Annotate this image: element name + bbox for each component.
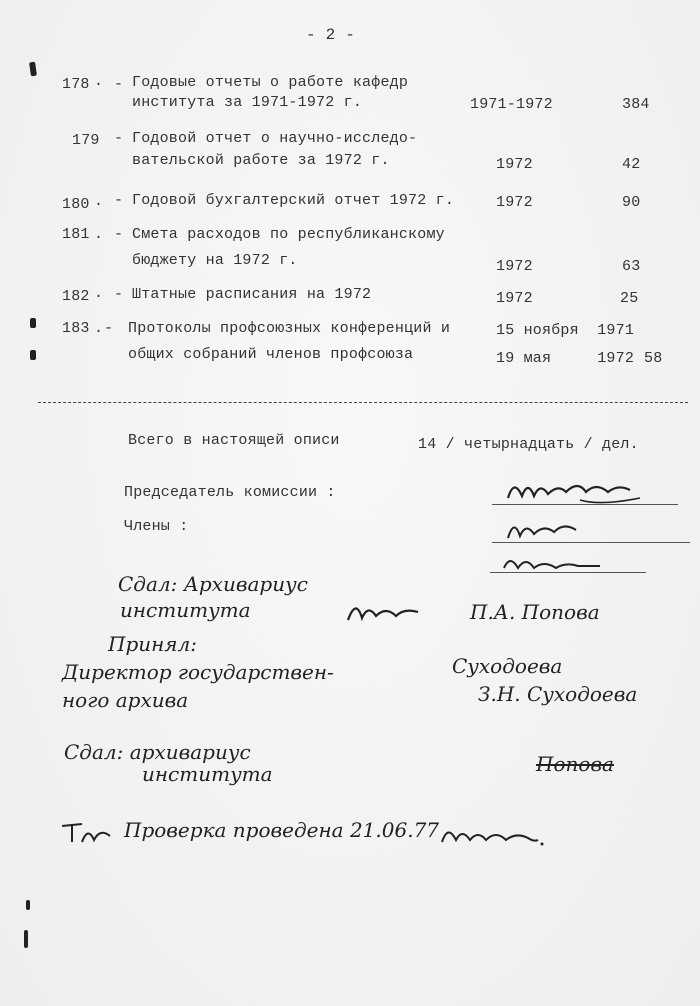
entry-number: 180 bbox=[62, 196, 90, 213]
director-name: З.Н. Суходоева bbox=[478, 682, 638, 706]
entry-title-line: Годовой отчет о научно-исследо- bbox=[132, 130, 418, 147]
handover-position: института bbox=[142, 762, 273, 786]
received-position: ного архива bbox=[62, 688, 189, 712]
archivist-signature-name: Попова bbox=[536, 752, 614, 776]
entry-number: 179 bbox=[72, 132, 100, 149]
entry-dates: 15 ноября 1971 bbox=[496, 322, 635, 339]
entry-count: 25 bbox=[620, 290, 639, 307]
margin-mark bbox=[24, 930, 28, 948]
margin-mark bbox=[29, 62, 37, 77]
verifier-signature bbox=[438, 820, 548, 850]
entry-number: 183 bbox=[62, 320, 90, 337]
entry-title-line: института за 1971-1972 г. bbox=[132, 94, 363, 111]
entry-separator: · bbox=[94, 288, 104, 305]
entry-dates: 1972 bbox=[496, 156, 533, 173]
page-number: - 2 - bbox=[306, 26, 356, 44]
initials-scribble bbox=[60, 816, 116, 846]
entry-dates: 1972 bbox=[496, 290, 533, 307]
total-value: 14 / четырнадцать / дел. bbox=[418, 436, 639, 453]
member-signature bbox=[504, 514, 594, 544]
margin-mark bbox=[30, 318, 36, 328]
margin-mark bbox=[30, 350, 36, 360]
entry-separator: . bbox=[94, 320, 104, 337]
entry-title-line: Штатные расписания на 1972 bbox=[132, 286, 372, 303]
entry-dash: - bbox=[104, 320, 114, 337]
entry-separator: · bbox=[94, 76, 104, 93]
entry-number: 178 bbox=[62, 76, 90, 93]
entry-count: 63 bbox=[622, 258, 641, 275]
chairman-signature bbox=[500, 470, 650, 510]
members-label: Члены : bbox=[124, 518, 189, 535]
entry-dates: 1971-1972 bbox=[470, 96, 553, 113]
entry-dates: 19 мая 1972 bbox=[496, 350, 635, 367]
margin-mark bbox=[26, 900, 30, 910]
section-divider bbox=[38, 402, 688, 403]
entry-count: 384 bbox=[622, 96, 650, 113]
handover-label: Сдал: Архивариус bbox=[118, 572, 308, 596]
entry-title-line: Смета расходов по республиканскому bbox=[132, 226, 445, 243]
received-label: Принял: bbox=[108, 632, 198, 656]
archivist-signature bbox=[344, 596, 424, 626]
received-position: Директор государствен- bbox=[62, 660, 334, 684]
entry-count: 42 bbox=[622, 156, 641, 173]
member-signature bbox=[500, 548, 610, 578]
entry-dash: - bbox=[114, 286, 124, 303]
handover-position: института bbox=[120, 598, 251, 622]
entry-title-line: общих собраний членов профсоюза bbox=[128, 346, 414, 363]
entry-number: 181 bbox=[62, 226, 90, 243]
entry-number: 182 bbox=[62, 288, 90, 305]
verification-note: Проверка проведена 21.06.77 bbox=[124, 818, 440, 842]
entry-dates: 1972 bbox=[496, 258, 533, 275]
entry-title-line: Протоколы профсоюзных конференций и bbox=[128, 320, 451, 337]
entry-dash: - bbox=[114, 192, 124, 209]
handover-label: Сдал: архивариус bbox=[64, 740, 251, 764]
entry-dash: - bbox=[114, 226, 124, 243]
entry-dash: - bbox=[114, 130, 124, 147]
entry-dates: 1972 bbox=[496, 194, 533, 211]
entry-title-line: Годовые отчеты о работе кафедр bbox=[132, 74, 409, 91]
director-signature: Суходоева bbox=[452, 654, 563, 678]
chairman-label: Председатель комиссии : bbox=[124, 484, 336, 501]
entry-separator: . bbox=[94, 226, 104, 243]
entry-dash: - bbox=[114, 76, 124, 93]
entry-count: 58 bbox=[644, 350, 663, 367]
entry-separator: · bbox=[94, 196, 104, 213]
entry-title-line: Годовой бухгалтерский отчет 1972 г. bbox=[132, 192, 455, 209]
total-label: Всего в настоящей описи bbox=[128, 432, 340, 449]
entry-count: 90 bbox=[622, 194, 641, 211]
archivist-name: П.А. Попова bbox=[470, 600, 600, 624]
entry-title-line: вательской работе за 1972 г. bbox=[132, 152, 390, 169]
entry-title-line: бюджету на 1972 г. bbox=[132, 252, 298, 269]
